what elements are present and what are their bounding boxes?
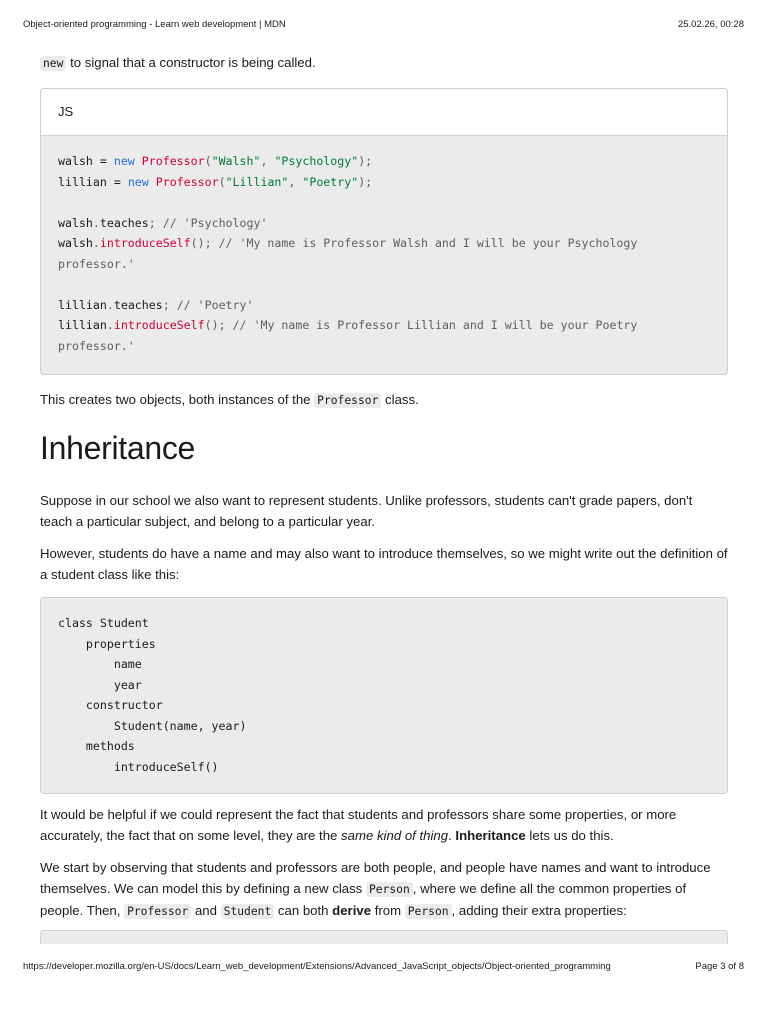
however-paragraph: However, students do have a name and may also want to introduce themselves, so we might write out the definition of a student class like this: [40,546,728,582]
code-line: walsh.introduceSelf(); // 'My name is Professor Walsh and I will be your Psychology [58,236,638,250]
print-footer [23,961,744,972]
inline-code: Person [366,882,413,897]
code-line: walsh.teaches; // 'Psychology' [58,215,268,230]
page-number: Page 3 of 8 [695,961,744,972]
code-line: professor.' [58,256,135,271]
inline-code: Person [405,904,452,919]
code-line: properties [58,636,156,651]
observe-paragraph: We start by observing that students and professors are both people, and people have names and want to introduce themselves. We can model this by defining a new class Person , where we define all the common properties of people. Then, Professor and Student can both derive from Person , adding their extra properties: [40,860,711,918]
inline-code: Student [221,904,275,919]
code-example-js [40,88,728,375]
emphasis: same kind of thing [341,828,449,843]
section-heading-inheritance: Inheritance [40,430,196,466]
code-language-label: JS [41,89,727,136]
strong-term: Inheritance [455,828,526,843]
code-listing[interactable] [41,598,727,777]
code-line: name [58,657,142,671]
page-bottom-margin [0,944,768,1024]
code-line: class Student [58,616,149,630]
intro-text: to signal that a constructor is being called. [66,55,316,70]
code-example-pseudocode [40,597,728,794]
code-line: Student(name, year) [58,718,247,733]
code-line: professor.' [58,338,135,353]
inline-code: Professor [314,393,381,408]
code-line: methods [58,739,135,753]
code-line: lillian.introduceSelf(); // 'My name is Professor Lillian and I will be your Poetry [58,318,638,332]
code-line: lillian = new Professor("Lillian", "Poetry"); [58,174,373,189]
code-listing[interactable] [41,136,727,356]
print-datetime: 25.02.26, 00:28 [677,19,744,30]
helpful-paragraph: It would be helpful if we could represent the fact that students and professors share some properties, or more accurately, the fact that on some level, they are the same kind of thing. Inheritance lets us do this. [40,807,677,843]
inline-code: Professor [124,904,191,919]
code-line: walsh = new Professor("Walsh", "Psychology"); [58,154,373,168]
inline-code: new [40,56,66,71]
page-url: https://developer.mozilla.org/en-US/docs/Learn_web_development/Extensions/Advanced_JavaScript_objects/Object-oriented_programming [23,961,611,972]
print-header [23,19,744,30]
code-line: constructor [58,698,163,712]
intro-paragraph [40,52,728,74]
code-line: introduceSelf() [58,759,219,774]
code-line: lillian.teaches; // 'Poetry' [58,297,254,312]
document-title: Object-oriented programming - Learn web development | MDN [23,19,286,30]
code-line: year [58,677,142,692]
instances-paragraph: This creates two objects, both instances of the Professor class. [40,392,419,407]
students-paragraph: Suppose in our school we also want to represent students. Unlike professors, students can't grade papers, don't teach a particular subject, and belong to a particular year. [40,493,693,529]
strong-term: derive [332,903,372,918]
